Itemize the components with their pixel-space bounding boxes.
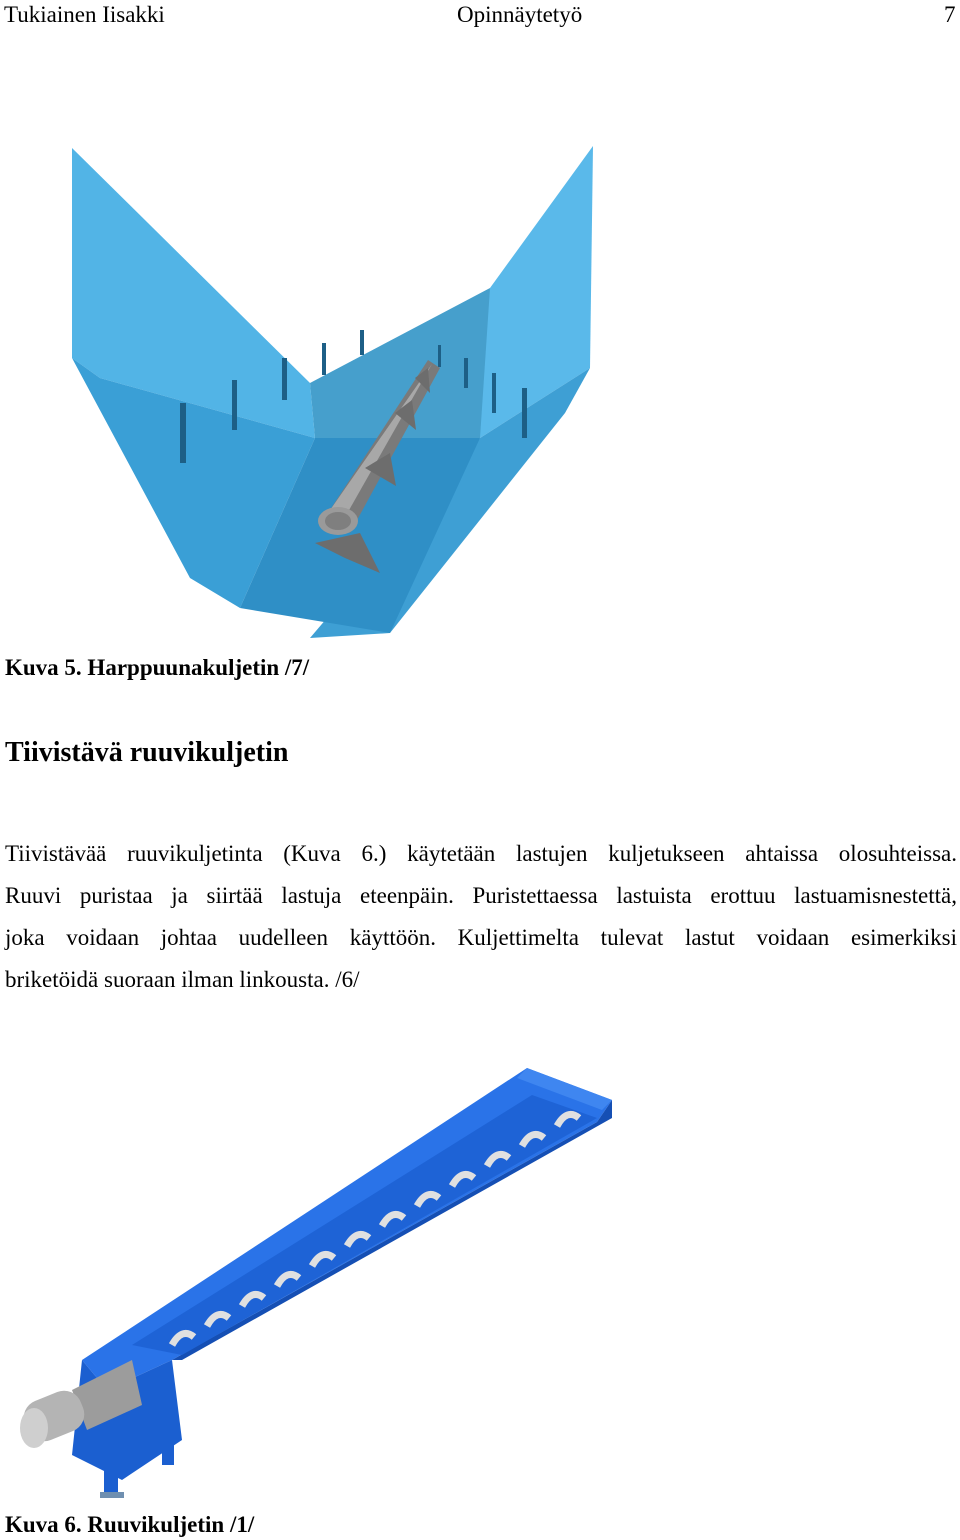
paragraph-line: joka voidaan johtaa uudelleen käyttöön. Kuljettimelta tulevat lastut voidaan esimerkiksi [5,925,957,950]
page-header [0,0,960,30]
paragraph-line: Tiivistävää ruuvikuljetinta (Kuva 6.) käytetään lastujen kuljetukseen ahtaissa olosuhteissa. [5,841,957,866]
body-paragraph [5,833,957,1001]
figure-6-caption: Kuva 6. Ruuvikuljetin /1/ [5,1512,255,1537]
figure-5-caption: Kuva 5. Harppuunakuljetin /7/ [5,655,310,680]
paragraph-line: briketöidä suoraan ilman linkousta. /6/ [5,967,360,992]
paragraph-line: Ruuvi puristaa ja siirtää lastuja eteenpäin. Puristettaessa lastuista erottuu lastuamisnestettä, [5,883,957,908]
screw-conveyor-image [12,1060,622,1515]
page-number: 7 [944,2,956,27]
harpoon-conveyor-image [60,138,605,638]
header-author: Tukiainen Iisakki [4,2,165,27]
header-title: Opinnäytetyö [457,2,583,27]
section-heading: Tiivistävä ruuvikuljetin [5,737,289,768]
